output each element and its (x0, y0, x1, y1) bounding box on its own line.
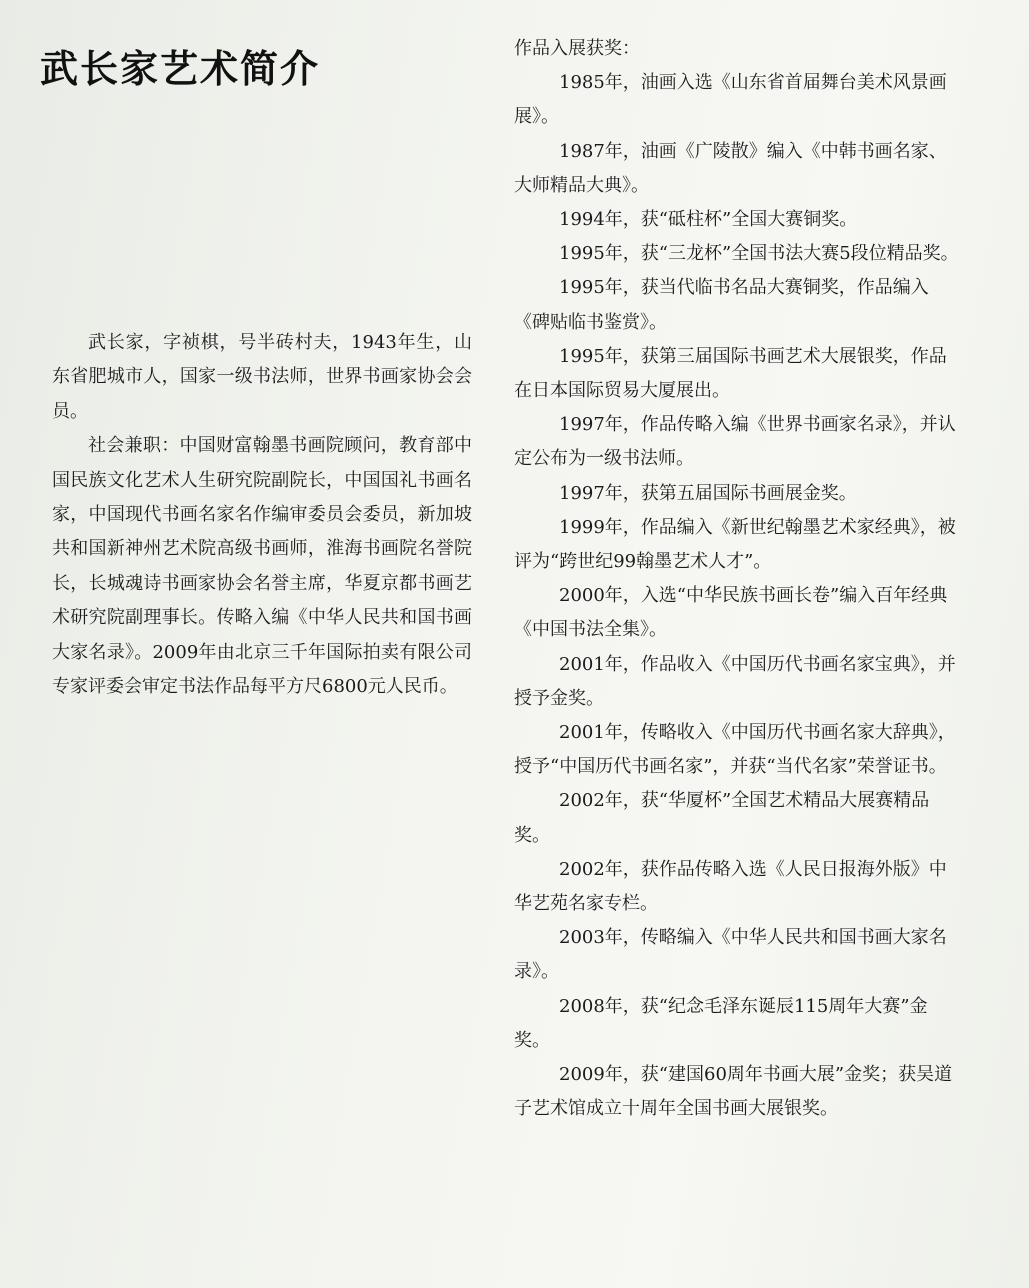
page-title: 武长家艺术简介 (40, 47, 321, 91)
award-item: 2001年，传略收入《中国历代书画名家大辞典》，授予“中国历代书画名家”，并获“当代名家”荣誉证书。 (514, 722, 956, 778)
award-item: 1995年，获第三届国际书画艺术大展银奖，作品在日本国际贸易大厦展出。 (514, 345, 947, 402)
awards-section (514, 32, 962, 1127)
award-item: 1994年，获“砥柱杯”全国大赛铜奖。 (559, 209, 858, 231)
award-item: 1995年，获“三龙杯”全国书法大赛5段位精品奖。 (559, 243, 959, 265)
award-item: 1995年，获当代临书名品大赛铜奖，作品编入《碑贴临书鉴赏》。 (514, 277, 929, 333)
award-item: 1999年，作品编入《新世纪翰墨艺术家经典》，被评为“跨世纪99翰墨艺术人才”。 (514, 516, 956, 573)
bio-paragraph: 武长家，字祯棋，号半砖村夫，1943年生，山东省肥城市人，国家一级书法师，世界书画家协会会员。 (52, 332, 472, 422)
award-item: 2003年，传略编入《中华人民共和国书画大家名录》。 (514, 927, 947, 983)
bio-paragraph: 社会兼职：中国财富翰墨书画院顾问，教育部中国民族文化艺术人生研究院副院长，中国国礼书画名家，中国现代书画名家名作编审委员会委员，新加坡共和国新神州艺术院高级书画师，淮海书画院名誉院长，长城魂诗书画家协会名誉主席，华夏京都书画艺术研究院副理事长。传略入编《中华人民共和国书画大家名录》。2009年由北京三千年国际拍卖有限公司专家评委会审定书法作品每平方尺6800元人民币。 (52, 435, 472, 698)
award-item: 1997年，获第五届国际书画展金奖。 (559, 482, 857, 504)
awards-heading: 作品入展获奖： (514, 38, 640, 59)
award-item: 1987年，油画《广陵散》编入《中韩书画名家、大师精品大典》。 (514, 140, 947, 196)
award-item: 1985年，油画入选《山东省首届舞台美术风景画展》。 (514, 72, 947, 128)
award-item: 2009年，获“建国60周年书画大展”金奖；获吴道子艺术馆成立十周年全国书画大展银奖。 (514, 1064, 953, 1120)
award-item: 1997年，作品传略入编《世界书画家名录》，并认定公布为一级书法师。 (514, 414, 956, 470)
award-item: 2002年，获作品传略入选《人民日报海外版》中华艺苑名家专栏。 (514, 858, 947, 915)
award-item: 2000年，入选“中华民族书画长卷”编入百年经典《中国书法全集》。 (514, 585, 948, 641)
biography-section (52, 326, 472, 704)
award-item: 2008年，获“纪念毛泽东诞辰115周年大赛”金奖。 (514, 995, 928, 1051)
award-item: 2002年，获“华厦杯”全国艺术精品大展赛精品奖。 (514, 790, 930, 846)
award-item: 2001年，作品收入《中国历代书画名家宝典》，并授予金奖。 (514, 653, 956, 709)
